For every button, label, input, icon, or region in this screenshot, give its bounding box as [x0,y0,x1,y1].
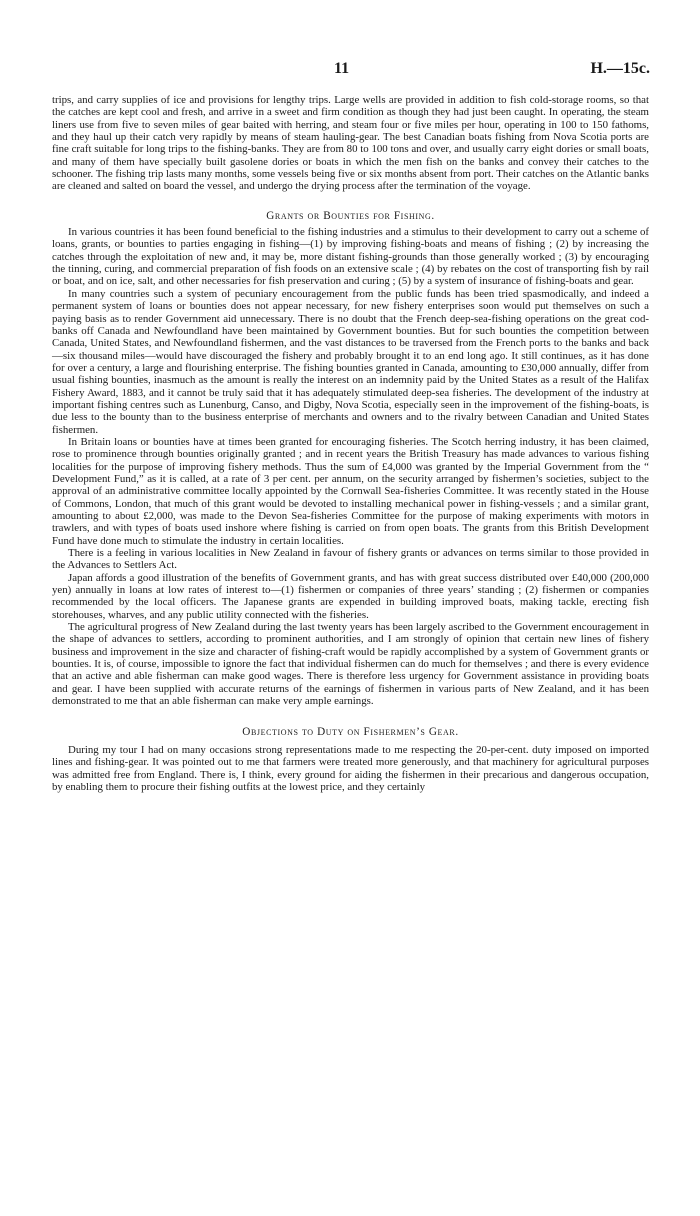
page-number: 11 [334,60,350,77]
body-paragraph: In various countries it has been found beneficial to the fishing industries and a stimulus to their development to carry out a scheme of loans, grants, or bounties to parties engaging in fishing—(1) by improving fishing-boats and means of fishing ; (2) by increasing the catches through the exploitation of new and, it may be, more distant fishing-grounds than those generally worked ; (3) by encouraging the tinning, curing, and commercial preparation of fish foods on an extensive scale ; (4) by rebates on the cost of transporting fish by rail or boat, and on ice, salt, and other necessaries for fish preservation and curing ; (5) by a system of insurance of fishing-boats and gear. [52,226,649,288]
body-paragraph: In Britain loans or bounties have at times been granted for encouraging fisheries. The Scotch herring industry, it has been claimed, rose to prominence through bounties originally granted ; and in recent years the British Treasury has made advances to various fishing localities for the purpose of improving fishery methods. Thus the sum of £4,000 was granted by the Imperial Government from the “ Development Fund,” as it is called, at a rate of 3 per cent. per annum, on the security arranged by fishermen’s societies, subject to the approval of an administrative committee locally appointed by the Cornwall Sea-fisheries Committee. It was recently stated in the House of Commons, London, that much of this grant would be devoted to installing mechanical power in fishing-vessels ; and a similar grant, amounting to about £2,000, was made to the Devon Sea-fisheries Committee for the purpose of making experiments with motors in trawlers, and with types of boats used inshore where fishing is carried on from open boats. The grants from this British Development Fund have done much to stimulate the industry in certain localities. [52,435,649,547]
section-heading-grants: Grants or Bounties for Fishing. [266,209,435,222]
page-body [52,94,649,793]
body-paragraph: There is a feeling in various localities in New Zealand in favour of fishery grants or advances on terms similar to those provided in the Advances to Settlers Act. [52,547,649,572]
body-paragraph: In many countries such a system of pecuniary encouragement from the public funds has been tried spasmodically, and indeed a permanent system of loans or bounties does not appear necessary, for new fishery enterprises soon would put themselves on such a paying basis as to render Government aid unnecessary. There is no doubt that the French deep-sea-fishing operations on the great cod-banks off Canada and Newfoundland have been maintained by Government bounties. But for such bounties the competition between Canada, United States, and Newfoundland fishermen, and the vast distances to be traversed from the French ports to the banks and back—six thousand miles—would have discouraged the fishery and probably brought it to an end long ago. It still continues, as it has done for over a century, a large and flourishing enterprise. The fishing bounties granted in Canada, amounting to £30,000 annually, differ from usual fishing bounties, inasmuch as the amount is really the interest on an indemnity paid by the United States as a result of the Halifax Fishery Award, 1883, and it cannot be truly said that it has adequately stimulated deep-sea fisheries. The development of the industry at important fishing centres such as Lunenburg, Canso, and Digby, Nova Scotia, especially seen in the improvement of the fishing-boats, is due less to the bounty than to the business enterprise of merchants and owners and to the rivalry between Canadian and United States fishermen. [52,287,649,436]
body-paragraph: During my tour I had on many occasions strong representations made to me respecting the 20-per-cent. duty imposed on imported lines and fishing-gear. It was pointed out to me that farmers were treated more generously, and that machinery for agricultural purposes was admitted free from England. There is, I think, every ground for aiding the fishermen in their precarious and dangerous occupation, by enabling them to procure their fishing outfits at the lowest price, and they certainly [52,743,649,793]
body-paragraph: The agricultural progress of New Zealand during the last twenty years has been largely ascribed to the Government encouragement in the shape of advances to settlers, according to prominent authorities, and I am strongly of opinion that certain new lines of fishery business and improvement in the size and character of fishing-craft would be rapidly accomplished by a system of Government grants or bounties. It is, of course, impossible to ignore the fact that individual fishermen can do much for themselves ; and there is every evidence that an active and able fisherman can make good wages. There is therefore less urgency for Government assistance in providing boats and gear. I have been supplied with accurate returns of the earnings of fishermen in various parts of New Zealand, and it has been demonstrated to me that an able fisherman can make very ample earnings. [52,621,649,708]
section-heading-objections: Objections to Duty on Fishermen’s Gear. [242,725,459,738]
body-paragraph: Japan affords a good illustration of the benefits of Government grants, and has with great success distributed over £40,000 (200,000 yen) annually in loans at low rates of interest to—(1) fishermen or companies of three years’ standing ; (2) fishermen or companies recommended by the local officers. The Japanese grants are expended in building improved boats, making tackle, erecting fish storehouses, wharves, and any public utility connected with the fisheries. [52,571,649,621]
document-reference: H.—15c. [590,60,650,77]
page-header [0,60,700,84]
intro-paragraph: trips, and carry supplies of ice and provisions for lengthy trips. Large wells are provided in addition to fish cold-storage rooms, so that the catches are kept cool and fresh, and arrive in a sweet and firm condition as though they had just been caught. In operating, the steam liners use from five to seven miles of gear baited with herring, and steam four or five miles per hour, operating in 100 to 150 fathoms, and they haul up their catch very rapidly by means of steam hauling-gear. The best Canadian boats fishing from Nova Scotia ports are fine craft suitable for long trips to the fishing-banks. They are from 80 to 100 tons and over, and usually carry eight dories or small boats, and many of them have specially built gasolene dories or boats in which the men fish on the banks and convey their catches to the schooner. The fishing trip lasts many months, some vessels being five or six months absent from port. Their catches on the Atlantic banks are cleaned and salted on board the vessel, and undergo the drying process after the termination of the voyage. [52,94,649,193]
